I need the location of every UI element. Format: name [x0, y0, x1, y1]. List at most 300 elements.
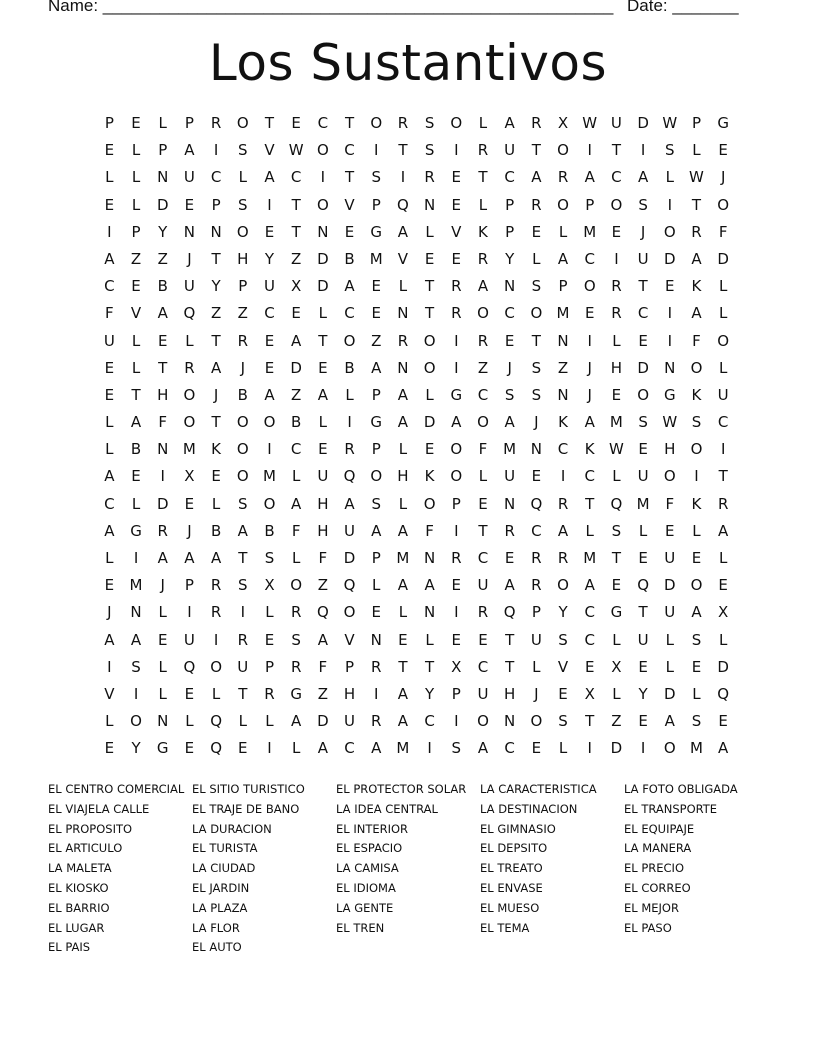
grid-letter: E [184, 739, 195, 758]
grid-letter: L [158, 603, 167, 622]
grid-row [96, 627, 736, 654]
grid-letter: S [665, 141, 675, 160]
grid-letter: H [504, 684, 516, 703]
grid-letter: U [344, 712, 356, 731]
grid-letter: M [689, 739, 703, 758]
grid-letter: I [560, 467, 566, 486]
grid-letter: L [612, 331, 621, 350]
grid-letter: T [638, 603, 648, 622]
grid-letter: R [477, 249, 489, 268]
word-bank-item: EL AUTO [192, 940, 242, 955]
grid-letter: J [640, 222, 646, 241]
grid-letter: L [692, 521, 701, 540]
grid-letter: U [637, 630, 649, 649]
grid-letter: S [531, 385, 542, 404]
grid-letter: L [345, 385, 354, 404]
grid-letter: V [397, 249, 409, 268]
grid-letter: M [182, 440, 196, 459]
grid-letter: A [264, 168, 275, 187]
grid-letter: U [530, 630, 542, 649]
grid-letter: M [262, 467, 276, 486]
grid-letter: Q [397, 195, 409, 214]
grid-letter: Z [371, 331, 382, 350]
grid-letter: P [371, 549, 381, 567]
grid-letter: N [504, 712, 516, 731]
grid-letter: O [263, 494, 276, 513]
word-bank-column [192, 780, 336, 958]
word-bank-item: LA PLAZA [192, 900, 248, 915]
grid-letter: S [371, 168, 381, 187]
grid-letter: L [692, 141, 701, 160]
grid-letter: U [610, 114, 622, 132]
grid-letter: I [587, 739, 592, 758]
word-bank-item: LA DURACION [192, 821, 272, 836]
grid-letter: E [184, 684, 195, 703]
grid-letter: E [291, 114, 301, 132]
grid-row [96, 273, 736, 300]
grid-letter: P [585, 195, 595, 214]
word-bank-item: EL DEPSITO [480, 841, 548, 856]
grid-letter: I [187, 603, 192, 622]
grid-letter: Z [317, 684, 328, 703]
grid-letter: H [343, 684, 356, 703]
grid-letter: O [690, 358, 703, 377]
grid-letter: S [611, 521, 622, 540]
grid-letter: A [557, 249, 569, 268]
grid-letter: P [558, 277, 568, 296]
grid-letter: I [133, 684, 139, 703]
grid-letter: O [530, 304, 543, 323]
grid-letter: E [718, 712, 728, 731]
grid-letter: S [638, 413, 648, 432]
grid-row [96, 300, 736, 327]
grid-letter: N [397, 358, 409, 377]
grid-letter: P [371, 385, 381, 404]
grid-letter: Y [638, 684, 648, 703]
grid-letter: I [213, 141, 219, 160]
grid-letter: E [665, 521, 675, 540]
grid-letter: K [691, 385, 702, 404]
grid-letter: R [184, 358, 195, 377]
grid-letter: T [211, 413, 221, 432]
grid-letter: K [558, 413, 568, 432]
grid-letter: P [371, 440, 381, 459]
grid-letter: D [343, 549, 356, 567]
grid-letter: I [667, 331, 672, 350]
grid-letter: N [210, 222, 222, 241]
grid-letter: E [451, 168, 462, 187]
grid-letter: U [717, 385, 729, 404]
grid-letter: L [638, 521, 648, 540]
grid-letter: I [454, 358, 459, 377]
grid-letter: O [236, 467, 249, 486]
grid-letter: I [667, 195, 672, 214]
grid-letter: O [717, 331, 730, 350]
grid-letter: U [103, 331, 115, 350]
grid-letter: Z [317, 576, 328, 595]
word-bank-item: EL SITIO TURISTICO [192, 782, 305, 796]
grid-letter: M [583, 549, 597, 567]
word-bank-item: EL TURISTA [192, 841, 258, 856]
grid-letter: J [187, 521, 192, 540]
grid-letter: R [691, 222, 702, 241]
grid-letter: O [583, 277, 596, 296]
grid-letter: S [238, 195, 248, 214]
grid-letter: L [425, 630, 434, 649]
grid-letter: G [663, 385, 676, 404]
grid-letter: H [317, 494, 329, 513]
grid-letter: D [156, 195, 169, 214]
grid-letter: M [636, 494, 650, 513]
grid-letter: G [130, 521, 142, 540]
word-bank-item: EL INTERIOR [336, 821, 409, 836]
grid-letter: Z [130, 249, 142, 268]
grid-letter: V [130, 304, 142, 323]
grid-letter: F [665, 494, 675, 513]
grid-letter: A [397, 521, 409, 540]
grid-row [96, 545, 736, 572]
grid-letter: P [238, 277, 248, 296]
grid-row [96, 409, 736, 436]
grid-letter: A [637, 168, 649, 187]
grid-row [96, 355, 736, 382]
grid-letter: L [398, 277, 408, 296]
grid-letter: U [664, 603, 676, 622]
grid-letter: O [450, 440, 463, 459]
grid-letter: A [157, 549, 168, 567]
grid-letter: E [211, 467, 221, 486]
grid-letter: O [450, 114, 463, 132]
grid-letter: T [344, 114, 355, 132]
grid-letter: T [425, 304, 435, 323]
grid-letter: I [133, 549, 139, 567]
grid-letter: J [587, 358, 592, 377]
grid-letter: P [131, 222, 141, 241]
grid-letter: O [210, 657, 222, 676]
grid-letter: F [291, 521, 301, 540]
grid-letter: O [477, 413, 489, 432]
grid-letter: C [344, 141, 355, 160]
grid-letter: N [183, 222, 196, 241]
grid-letter: C [584, 630, 595, 649]
grid-letter: U [477, 576, 489, 595]
grid-letter: R [210, 114, 222, 132]
grid-letter: A [264, 385, 275, 404]
grid-letter: L [105, 712, 114, 731]
grid-letter: L [211, 684, 221, 703]
word-bank-item: EL EQUIPAJE [624, 821, 695, 836]
grid-letter: A [584, 413, 595, 432]
grid-letter: J [507, 358, 512, 377]
grid-letter: L [131, 168, 141, 187]
grid-letter: Y [131, 739, 141, 758]
grid-letter: C [584, 603, 595, 622]
grid-letter: I [267, 440, 272, 459]
grid-letter: E [104, 195, 115, 214]
grid-letter: J [107, 603, 112, 622]
grid-row [96, 491, 736, 518]
grid-letter: K [691, 277, 702, 296]
grid-letter: C [637, 304, 649, 323]
grid-letter: L [718, 277, 728, 296]
word-bank-item: EL PAIS [48, 940, 91, 955]
grid-letter: E [344, 222, 355, 241]
grid-letter: M [396, 739, 410, 758]
grid-letter: S [504, 385, 515, 404]
grid-letter: L [265, 712, 274, 731]
grid-letter: T [478, 521, 488, 540]
grid-letter: I [240, 603, 245, 622]
grid-letter: S [238, 141, 248, 160]
grid-letter: R [237, 331, 248, 350]
grid-letter: E [638, 549, 648, 567]
grid-letter: O [263, 413, 276, 432]
grid-letter: N [504, 494, 516, 513]
grid-letter: C [477, 657, 489, 676]
grid-letter: E [264, 358, 275, 377]
grid-letter: W [582, 114, 598, 132]
word-bank-item: LA CIUDAD [192, 861, 256, 876]
grid-letter: L [398, 603, 408, 622]
grid-letter: R [424, 168, 435, 187]
grid-letter: E [611, 385, 622, 404]
grid-letter: E [424, 249, 435, 268]
grid-letter: J [534, 684, 539, 703]
grid-letter: L [558, 739, 568, 758]
grid-letter: T [505, 657, 515, 676]
grid-letter: A [397, 684, 409, 703]
grid-letter: S [424, 141, 435, 160]
grid-letter: S [131, 657, 141, 676]
grid-letter: J [160, 576, 165, 595]
grid-letter: Y [558, 603, 568, 622]
grid-letter: C [504, 304, 515, 323]
grid-letter: A [344, 277, 355, 296]
grid-letter: O [236, 222, 249, 241]
grid-letter: T [264, 114, 275, 132]
grid-letter: L [532, 249, 541, 268]
grid-letter: E [718, 576, 728, 595]
grid-letter: C [504, 168, 515, 187]
grid-letter: E [104, 385, 115, 404]
grid-letter: G [370, 413, 383, 432]
grid-letter: G [717, 114, 729, 132]
grid-letter: E [611, 222, 622, 241]
grid-letter: M [556, 304, 570, 323]
grid-letter: R [210, 603, 222, 622]
grid-letter: F [318, 549, 328, 567]
grid-letter: L [612, 684, 621, 703]
grid-letter: O [343, 603, 356, 622]
grid-letter: L [718, 630, 728, 649]
grid-letter: D [156, 494, 169, 513]
grid-letter: M [129, 576, 143, 595]
grid-letter: A [371, 358, 382, 377]
grid-letter: D [637, 358, 649, 377]
grid-letter: E [691, 549, 702, 567]
grid-letter: G [610, 603, 623, 622]
grid-letter: S [558, 630, 568, 649]
grid-letter: G [370, 222, 383, 241]
grid-letter: T [131, 385, 141, 404]
grid-letter: A [397, 576, 409, 595]
word-bank-item: EL PRECIO [624, 861, 684, 876]
grid-letter: C [317, 114, 329, 132]
grid-letter: E [157, 331, 168, 350]
grid-letter: T [211, 249, 221, 268]
grid-letter: H [664, 440, 676, 459]
word-bank-item: LA CARACTERISTICA [480, 782, 597, 796]
word-bank-column [480, 780, 624, 958]
grid-letter: I [374, 141, 379, 160]
grid-letter: X [557, 114, 569, 132]
grid-letter: O [690, 440, 703, 459]
grid-letter: M [503, 440, 517, 459]
grid-letter: U [183, 277, 195, 296]
word-bank-item: EL TRAJE DE BANO [192, 801, 300, 816]
grid-letter: I [454, 141, 459, 160]
grid-letter: A [317, 739, 328, 758]
grid-letter: A [104, 249, 115, 268]
grid-letter: E [504, 331, 515, 350]
grid-letter: J [720, 168, 726, 187]
grid-letter: C [210, 168, 222, 187]
grid-letter: R [344, 440, 355, 459]
grid-letter: S [371, 494, 381, 513]
grid-letter: O [663, 739, 676, 758]
grid-letter: L [291, 549, 301, 567]
grid-letter: I [667, 304, 672, 323]
grid-letter: I [160, 467, 165, 486]
grid-letter: L [318, 413, 328, 432]
grid-letter: A [317, 630, 328, 649]
grid-letter: A [210, 549, 222, 567]
grid-letter: T [238, 684, 248, 703]
grid-letter: L [185, 331, 194, 350]
word-bank-item: EL TREN [336, 920, 385, 935]
grid-letter: A [210, 358, 222, 377]
grid-letter: O [423, 494, 436, 513]
grid-letter: C [584, 249, 595, 268]
grid-letter: E [531, 222, 542, 241]
grid-letter: O [557, 195, 569, 214]
grid-letter: E [131, 277, 141, 296]
grid-letter: N [423, 195, 436, 214]
grid-letter: D [664, 249, 676, 268]
grid-letter: P [371, 195, 381, 214]
grid-letter: V [264, 141, 275, 160]
grid-letter: N [557, 331, 569, 350]
grid-letter: Z [157, 249, 168, 268]
grid-letter: A [291, 331, 302, 350]
grid-letter: O [530, 712, 543, 731]
grid-letter: C [104, 494, 115, 513]
grid-letter: S [291, 630, 301, 649]
grid-letter: N [157, 712, 169, 731]
grid-letter: R [451, 549, 462, 567]
grid-letter: T [425, 277, 435, 296]
grid-letter: A [477, 277, 489, 296]
grid-letter: H [157, 385, 169, 404]
grid-letter: L [718, 549, 728, 567]
grid-letter: T [398, 141, 408, 160]
grid-letter: A [371, 739, 382, 758]
grid-letter: A [397, 413, 409, 432]
grid-letter: P [505, 222, 515, 241]
grid-letter: E [638, 440, 648, 459]
word-bank-item: EL VIAJELA CALLE [48, 801, 150, 816]
grid-letter: I [720, 440, 726, 459]
grid-letter: L [425, 385, 434, 404]
grid-letter: A [691, 304, 702, 323]
grid-letter: T [505, 630, 515, 649]
grid-letter: O [423, 331, 436, 350]
grid-letter: A [504, 576, 515, 595]
grid-row [96, 328, 736, 355]
grid-letter: S [238, 494, 248, 513]
grid-letter: N [557, 385, 569, 404]
grid-letter: E [424, 440, 435, 459]
grid-letter: C [557, 440, 569, 459]
grid-letter: A [584, 576, 595, 595]
grid-letter: L [532, 657, 541, 676]
grid-letter: L [665, 630, 674, 649]
grid-letter: R [290, 657, 302, 676]
grid-letter: C [424, 712, 435, 731]
grid-letter: H [397, 467, 409, 486]
grid-letter: O [717, 195, 730, 214]
grid-letter: V [344, 195, 355, 214]
grid-letter: Z [477, 358, 489, 377]
grid-letter: L [291, 467, 301, 486]
grid-letter: A [557, 521, 569, 540]
grid-letter: E [318, 440, 328, 459]
grid-letter: F [158, 413, 168, 432]
grid-letter: D [637, 114, 649, 132]
grid-letter: O [370, 467, 383, 486]
grid-letter: N [423, 603, 436, 622]
grid-letter: M [396, 549, 410, 567]
grid-letter: V [557, 657, 569, 676]
grid-letter: T [238, 549, 248, 567]
grid-letter: S [238, 576, 248, 595]
grid-letter: X [611, 657, 622, 676]
grid-row [96, 518, 736, 545]
grid-letter: Q [610, 494, 623, 513]
grid-letter: U [263, 277, 275, 296]
grid-letter: A [397, 385, 409, 404]
date-field-label: Date: _______ [627, 0, 739, 15]
header-line [48, 0, 748, 22]
grid-letter: E [584, 304, 595, 323]
grid-letter: S [264, 549, 275, 567]
grid-letter: N [317, 222, 329, 241]
grid-letter: E [398, 630, 408, 649]
grid-letter: E [104, 141, 115, 160]
grid-letter: T [344, 168, 355, 187]
grid-letter: L [318, 304, 328, 323]
grid-letter: I [694, 467, 699, 486]
grid-letter: C [477, 549, 489, 567]
grid-letter: C [717, 413, 729, 432]
grid-letter: A [424, 576, 435, 595]
word-bank-item: EL LUGAR [48, 920, 105, 935]
grid-letter: E [451, 630, 462, 649]
grid-letter: L [185, 712, 194, 731]
grid-letter: K [691, 494, 702, 513]
grid-letter: K [211, 440, 222, 459]
grid-letter: L [238, 168, 247, 187]
